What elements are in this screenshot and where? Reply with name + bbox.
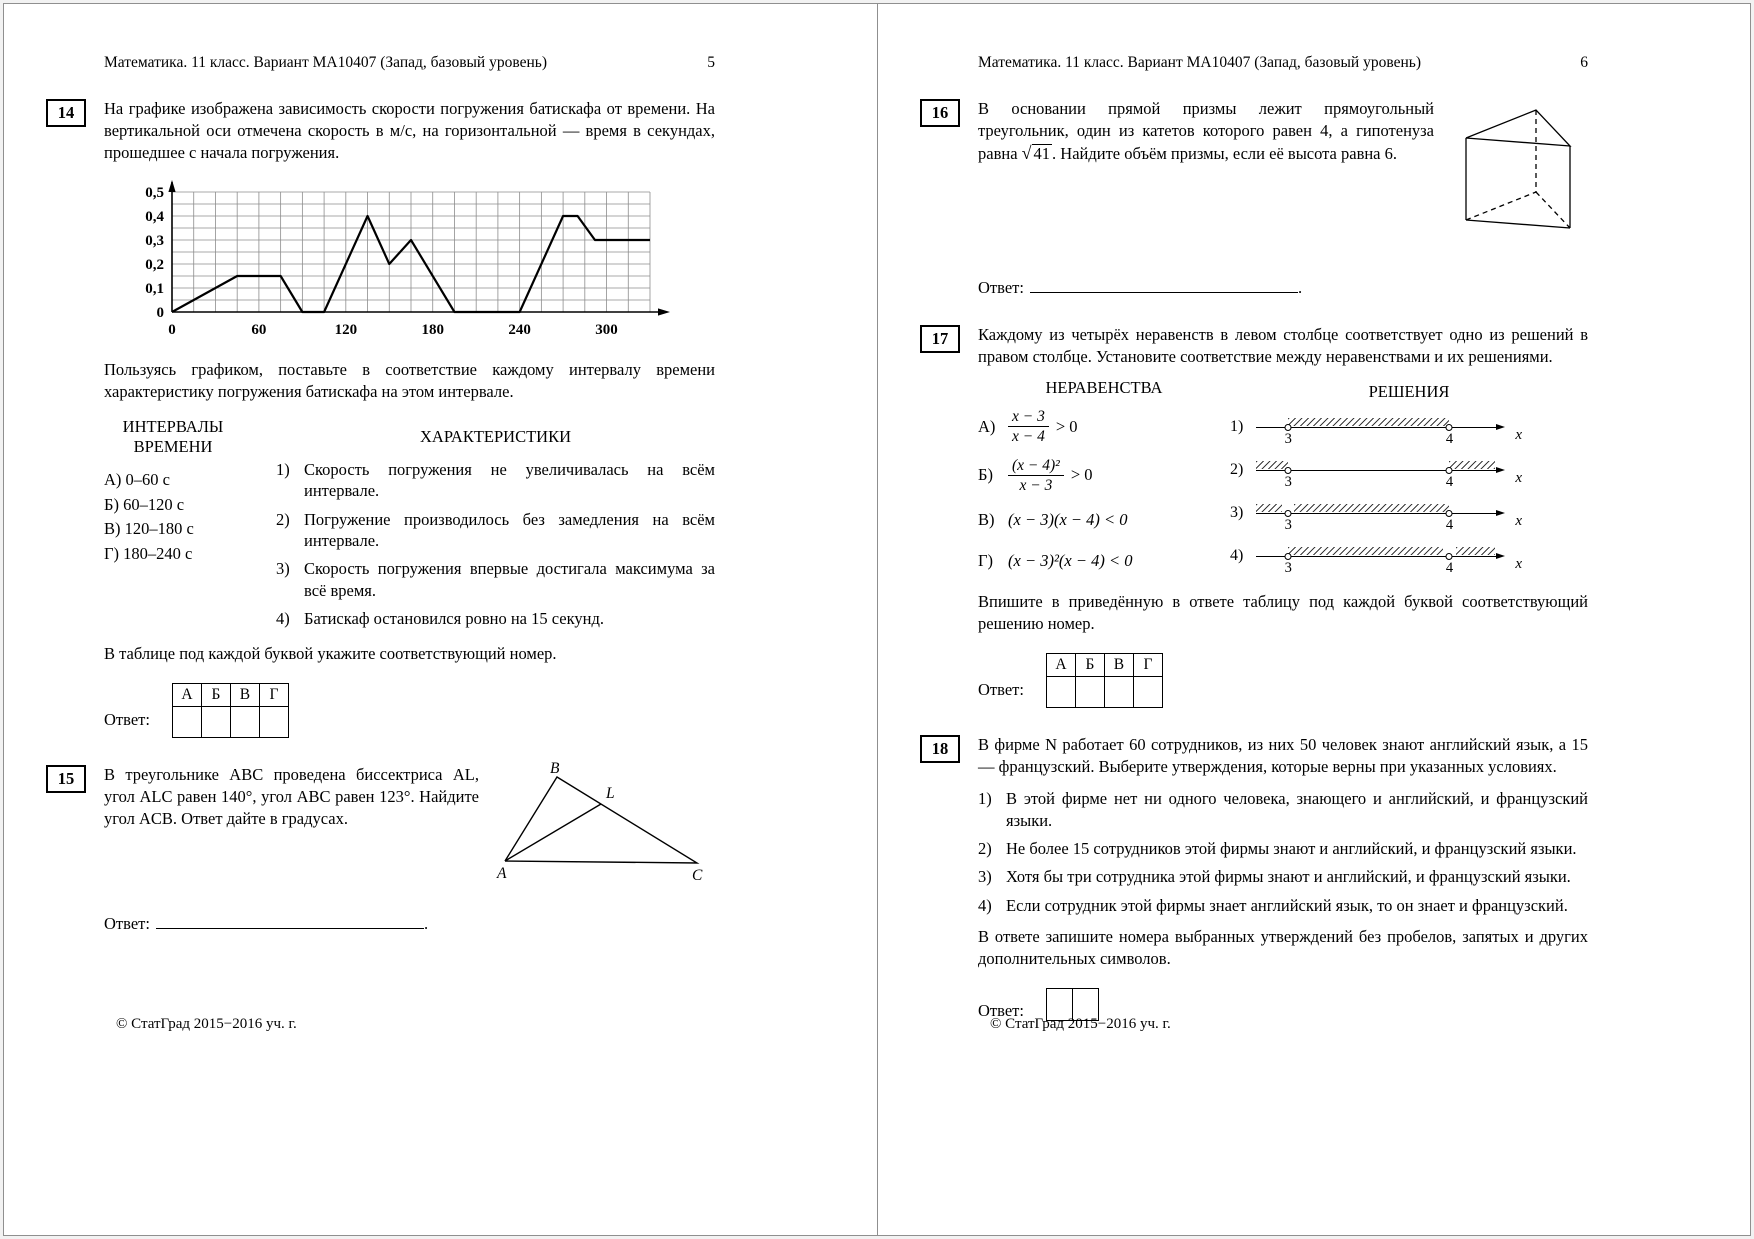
problem-18 <box>931 734 1588 1029</box>
problem-17-outro: Впишите в приведённую в ответе таблицу под каждой буквой соответствующий решению номер. <box>978 592 1588 634</box>
speed-time-chart <box>126 178 715 347</box>
number-line-axis <box>1256 556 1496 557</box>
interval-item: Б) 60–120 с <box>104 494 185 514</box>
number-line-figure: x 3 4 <box>1256 541 1504 567</box>
fraction: $\frac{x - 3}{x - 4}$ <box>1008 408 1049 446</box>
inequalities-title: НЕРАВЕНСТВА <box>1045 377 1163 397</box>
number-line-axis <box>1256 470 1496 471</box>
inequality-G: Г) (x − 3)²(x − 4) < 0 <box>978 551 1133 571</box>
open-point <box>1446 467 1453 474</box>
tick-label: 4 <box>1445 516 1454 533</box>
answer-label: Ответ: <box>978 1001 1024 1021</box>
problem-15-number-box: 15 <box>46 765 86 793</box>
sqrt-expression: √ 41 <box>1021 142 1051 163</box>
table-note: В таблице под каждой буквой укажите соответствующий номер. <box>104 643 557 663</box>
answer-label: Ответ: <box>978 278 1024 297</box>
answer-area-15: Ответ: . <box>104 913 429 933</box>
triangle-figure <box>493 759 715 884</box>
page-number: 6 <box>1580 54 1588 71</box>
number-line-axis <box>1256 427 1496 428</box>
solution-3: 3) x 3 4 <box>1230 498 1588 524</box>
vertex-label-C: C <box>692 866 703 884</box>
answer-area-17 <box>978 653 1588 708</box>
page-header <box>104 54 715 72</box>
tick-label: 3 <box>1284 516 1292 533</box>
answer-table: А Б В Г <box>172 683 289 738</box>
answer-table: А Б В Г <box>1046 653 1163 708</box>
characteristic-item: 4) Батискаф остановился ровно на 15 секунд. <box>276 609 604 629</box>
statements-list <box>978 788 1588 916</box>
solution-4: 4) x 3 4 <box>1230 541 1588 567</box>
header-title: Математика. 11 класс. Вариант МА10407 (Запад, базовый уровень) <box>104 54 547 71</box>
matching-columns <box>104 417 715 637</box>
open-point <box>1285 424 1292 431</box>
solutions-column <box>1230 378 1588 587</box>
interval-item: В) 120–180 с <box>104 519 194 539</box>
characteristic-item: 3) Скорость погружения впервые достигала максимума за всё время. <box>276 559 715 600</box>
svg-text:0,2: 0,2 <box>145 256 164 273</box>
svg-text:0,1: 0,1 <box>145 280 164 297</box>
statement-item: 2) Не более 15 сотрудников этой фирмы знают и английский, и французский языки. <box>978 838 1577 858</box>
solution-1: 1) x 3 4 <box>1230 412 1588 438</box>
svg-text:120: 120 <box>334 321 358 338</box>
problem-18-text: В фирме N работает 60 сотрудников, из них 50 человек знают английский язык, а 15 — французский. Выберите утверждения, которые верны при указанных условиях. <box>978 735 1588 777</box>
chart-svg <box>126 178 674 342</box>
vertex-label-B: B <box>550 759 560 777</box>
matching-columns-17 <box>978 378 1588 587</box>
problem-16-text: В основании прямой призмы лежит прямоугольный треугольник, один из катетов которого равен 4, а гипотенуза равна √ 41 . Найдите объём призмы, если её высота равна 6. <box>978 99 1434 163</box>
inequality-V: В) (x − 3)(x − 4) < 0 <box>978 510 1128 530</box>
tick-label: 4 <box>1445 430 1454 447</box>
answer-blank <box>156 915 424 929</box>
answer-cell <box>259 706 288 737</box>
svg-text:0,3: 0,3 <box>145 232 164 249</box>
svg-text:180: 180 <box>421 321 444 338</box>
problem-17 <box>931 324 1588 708</box>
vertex-label-A: A <box>497 864 507 882</box>
problem-16-number-box: 16 <box>920 99 960 127</box>
tick-label: 3 <box>1284 559 1292 576</box>
answer-cell <box>172 706 201 737</box>
characteristic-item: 1) Скорость погружения не увеличивалась на всём интервале. <box>276 459 715 501</box>
problem-17-number-box: 17 <box>920 325 960 353</box>
statement-item: 1) В этой фирме нет ни одного человека, знающего и английский, и французский языки. <box>978 789 1588 830</box>
intervals-title: ИНТЕРВАЛЫ ВРЕМЕНИ <box>122 416 224 457</box>
number-line-figure: x 3 4 <box>1256 498 1504 524</box>
open-point <box>1446 553 1453 560</box>
page-right <box>877 4 1750 1235</box>
inequality-A: А) $\frac{x - 3}{x - 4}$ > 0 <box>978 407 1078 446</box>
solution-2: 2) x 3 4 <box>1230 455 1588 481</box>
answer-cell <box>1046 677 1075 708</box>
interval-item: Г) 180–240 с <box>104 544 193 564</box>
open-point <box>1446 424 1453 431</box>
svg-text:240: 240 <box>508 321 531 338</box>
answer-blank <box>1030 279 1298 293</box>
header-title: Математика. 11 класс. Вариант МА10407 (Запад, базовый уровень) <box>978 54 1421 71</box>
number-line-figure: x 3 4 <box>1256 455 1504 481</box>
open-point <box>1285 510 1292 517</box>
solutions-title: РЕШЕНИЯ <box>1368 381 1450 401</box>
svg-text:0,4: 0,4 <box>145 208 164 225</box>
footer-copyright: © СтатГрад 2015−2016 уч. г. <box>116 1016 297 1032</box>
answer-cell <box>230 706 259 737</box>
open-point <box>1446 510 1453 517</box>
characteristic-item: 2) Погружение производилось без замедления на всём интервале. <box>276 509 715 550</box>
answer-cell <box>201 706 230 737</box>
answer-label: Ответ: <box>104 709 150 729</box>
problem-15-text: В треугольнике ABC проведена биссектриса AL, угол ALC равен 140°, угол ABC равен 123°. Найдите угол ACB. Ответ дайте в градусах. <box>104 764 479 828</box>
answer-label: Ответ: <box>104 913 150 933</box>
svg-text:0: 0 <box>156 304 164 321</box>
number-line-figure: x 3 4 <box>1256 412 1504 438</box>
inequality-B: Б) $\frac{\text{(x − 4)²}}{x - 3}$ > 0 <box>978 456 1093 494</box>
problem-18-outro: В ответе запишите номера выбранных утверждений без пробелов, запятых и других дополнительных символов. <box>978 927 1588 969</box>
tick-label: 3 <box>1284 473 1292 490</box>
problem-14-instruction: Пользуясь графиком, поставьте в соответствие каждому интервалу времени характеристику погружения батискафа на этом интервале. <box>104 359 715 401</box>
svg-text:60: 60 <box>251 321 267 338</box>
page-left <box>4 4 877 1235</box>
characteristics-column <box>276 417 715 637</box>
inequalities-column <box>978 378 1230 587</box>
number-line-axis <box>1256 513 1496 514</box>
answer-label: Ответ: <box>978 680 1024 700</box>
interval-item: А) 0–60 с <box>104 469 170 489</box>
statement-item: 3) Хотя бы три сотрудника этой фирмы знают и английский, и французский языки. <box>978 867 1571 887</box>
page-header <box>978 54 1588 72</box>
answer-area-16: Ответ: . <box>978 278 1303 297</box>
problem-14-number-box: 14 <box>46 99 86 127</box>
footer-copyright: © СтатГрад 2015−2016 уч. г. <box>990 1016 1171 1032</box>
answer-cell <box>1104 677 1133 708</box>
problem-16 <box>931 98 1588 298</box>
statement-item: 4) Если сотрудник этой фирмы знает английский язык, то он знает и французский. <box>978 895 1568 915</box>
svg-text:0,5: 0,5 <box>145 184 164 201</box>
characteristics-title: ХАРАКТЕРИСТИКИ <box>420 426 571 446</box>
document-sheet <box>3 3 1751 1236</box>
answer-cell <box>1133 677 1162 708</box>
answer-area-14 <box>104 683 715 738</box>
problem-18-number-box: 18 <box>920 735 960 763</box>
problem-15 <box>57 759 715 934</box>
problem-14 <box>57 98 715 738</box>
vertex-label-L: L <box>606 784 615 802</box>
open-point <box>1285 553 1292 560</box>
problem-17-text: Каждому из четырёх неравенств в левом столбце соответствует одно из решений в правом столбце. Установите соответствие между неравенствами и их решениями. <box>978 325 1588 366</box>
problem-14-text: На графике изображена зависимость скорости погружения батискафа от времени. На вертикальной оси отмечена скорость в м/с, на горизонтальной — время в секундах, прошедшее с начала погружения. <box>104 99 715 162</box>
answer-cell <box>1075 677 1104 708</box>
tick-label: 3 <box>1284 430 1292 447</box>
open-point <box>1285 467 1292 474</box>
prism-figure <box>1448 98 1588 248</box>
fraction: $\frac{\text{(x − 4)²}}{x - 3}$ <box>1008 457 1064 495</box>
svg-text:0: 0 <box>168 321 176 338</box>
tick-label: 4 <box>1445 559 1454 576</box>
page-number: 5 <box>707 54 715 71</box>
intervals-column <box>104 417 262 637</box>
svg-text:300: 300 <box>595 321 618 338</box>
tick-label: 4 <box>1445 473 1454 490</box>
